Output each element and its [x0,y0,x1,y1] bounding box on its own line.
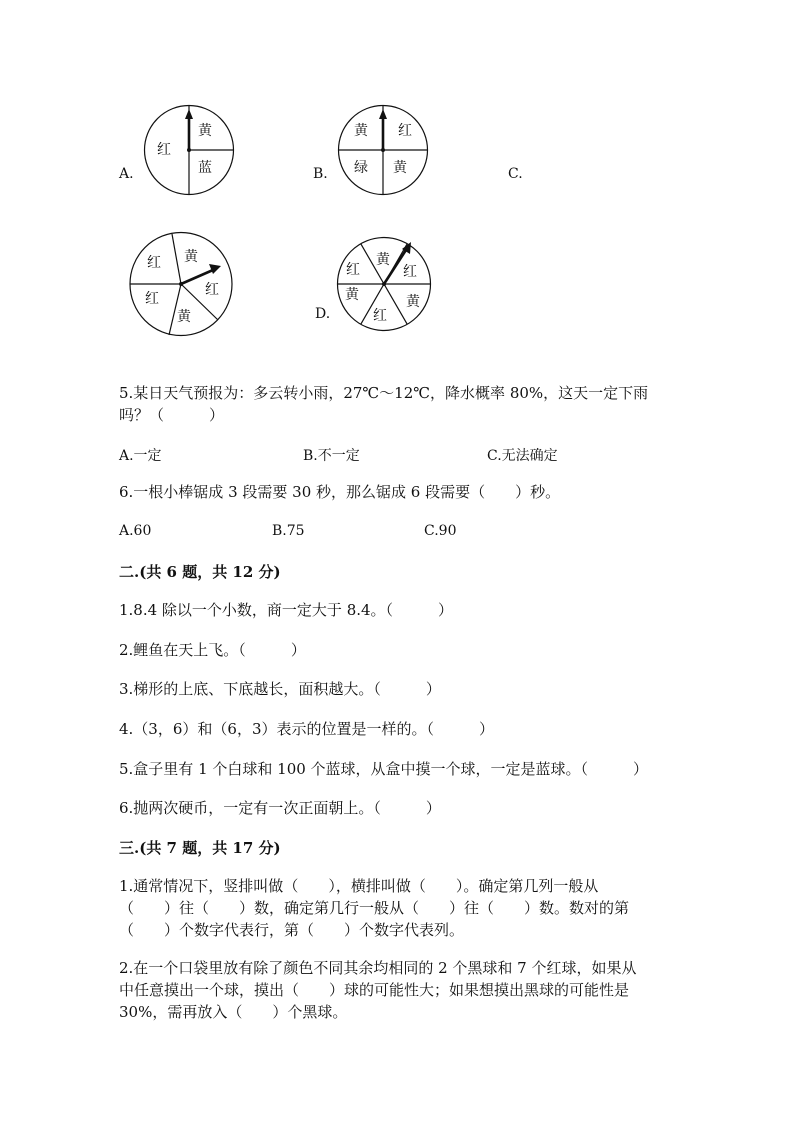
spinner-c [129,231,233,337]
option-d-label[interactable]: D. [315,306,331,322]
spinner-d-yellow-top-label: 黄 [376,252,390,268]
section-2-item-2: 2.鲤鱼在天上飞。（ ） [119,641,306,659]
section-2-title: 二.(共 6 题，共 12 分) [119,563,281,581]
spinner-d-red-upper-right-label: 红 [403,264,417,280]
spinner-a-red-label: 红 [157,142,171,158]
spinner-d-red-upper-left-label: 红 [346,262,360,278]
spinner-d-yellow-lower-right-label: 黄 [406,294,420,310]
spinner-a-blue-label: 蓝 [198,160,212,176]
question-6-option-a[interactable]: A.60 [119,523,152,539]
section-3-q2-line-1: 2.在一个口袋里放有除了颜色不同其余均相同的 2 个黑球和 7 个红球，如果从 [119,959,637,977]
spinner-d-yellow-lower-left-label: 黄 [345,287,359,303]
option-a-label[interactable]: A. [119,166,134,182]
question-5-line-2: 吗？（ ） [119,406,225,424]
spinner-b-green-label: 绿 [354,160,368,176]
section-2-item-1: 1.8.4 除以一个小数，商一定大于 8.4。（ ） [119,601,454,619]
spinner-c-red-lower-label: 红 [145,291,159,307]
section-2-item-6: 6.抛两次硬币，一定有一次正面朝上。（ ） [119,799,441,817]
section-3-title: 三.(共 7 题，共 17 分) [119,839,281,857]
section-3-q1-line-2: （ ）往（ ）数，确定第几行一般从（ ）往（ ）数。数对的第 [119,899,630,917]
spinner-b [337,104,429,196]
spinner-c-red-right-label: 红 [205,282,219,298]
section-3-q2-line-2: 中任意摸出一个球，摸出（ ）球的可能性大；如果想摸出黑球的可能性是 [119,981,630,999]
spinner-c-red-upper-label: 红 [147,255,161,271]
spinner-a-yellow-label: 黄 [198,123,212,139]
spinner-b-red-label: 红 [398,123,412,139]
spinner-b-yellow-bottom-label: 黄 [393,160,407,176]
section-2-item-5: 5.盒子里有 1 个白球和 100 个蓝球，从盒中摸一个球，一定是蓝球。（ ） [119,760,649,778]
section-3-q1-line-3: （ ）个数字代表行，第（ ）个数字代表列。 [119,921,465,939]
spinner-b-yellow-top-label: 黄 [354,123,368,139]
spinner-d [336,236,432,332]
question-6-text: 6.一根小棒锯成 3 段需要 30 秒，那么锯成 6 段需要（ ）秒。 [119,483,561,501]
section-2-item-3: 3.梯形的上底、下底越长，面积越大。（ ） [119,680,441,698]
question-5-option-b[interactable]: B.不一定 [303,448,360,464]
section-3-q1-line-1: 1.通常情况下，竖排叫做（ ），横排叫做（ ）。确定第几列一般从 [119,877,599,895]
section-2-item-4: 4.（3，6）和（6，3）表示的位置是一样的。（ ） [119,720,494,738]
option-c-label[interactable]: C. [508,166,523,182]
spinner-d-red-bottom-label: 红 [373,308,387,324]
spinner-c-yellow-bottom-label: 黄 [177,309,191,325]
question-6-option-b[interactable]: B.75 [272,523,305,539]
question-5-option-a[interactable]: A.一定 [119,448,162,464]
section-3-q2-line-3: 30%，需再放入（ ）个黑球。 [119,1003,348,1021]
spinner-a [143,104,235,196]
question-5-option-c[interactable]: C.无法确定 [487,448,558,464]
spinner-c-yellow-top-label: 黄 [184,249,198,265]
question-6-option-c[interactable]: C.90 [424,523,457,539]
question-5-line-1: 5.某日天气预报为：多云转小雨，27℃～12℃，降水概率 80%，这天一定下雨 [119,384,649,402]
option-b-label[interactable]: B. [313,166,328,182]
